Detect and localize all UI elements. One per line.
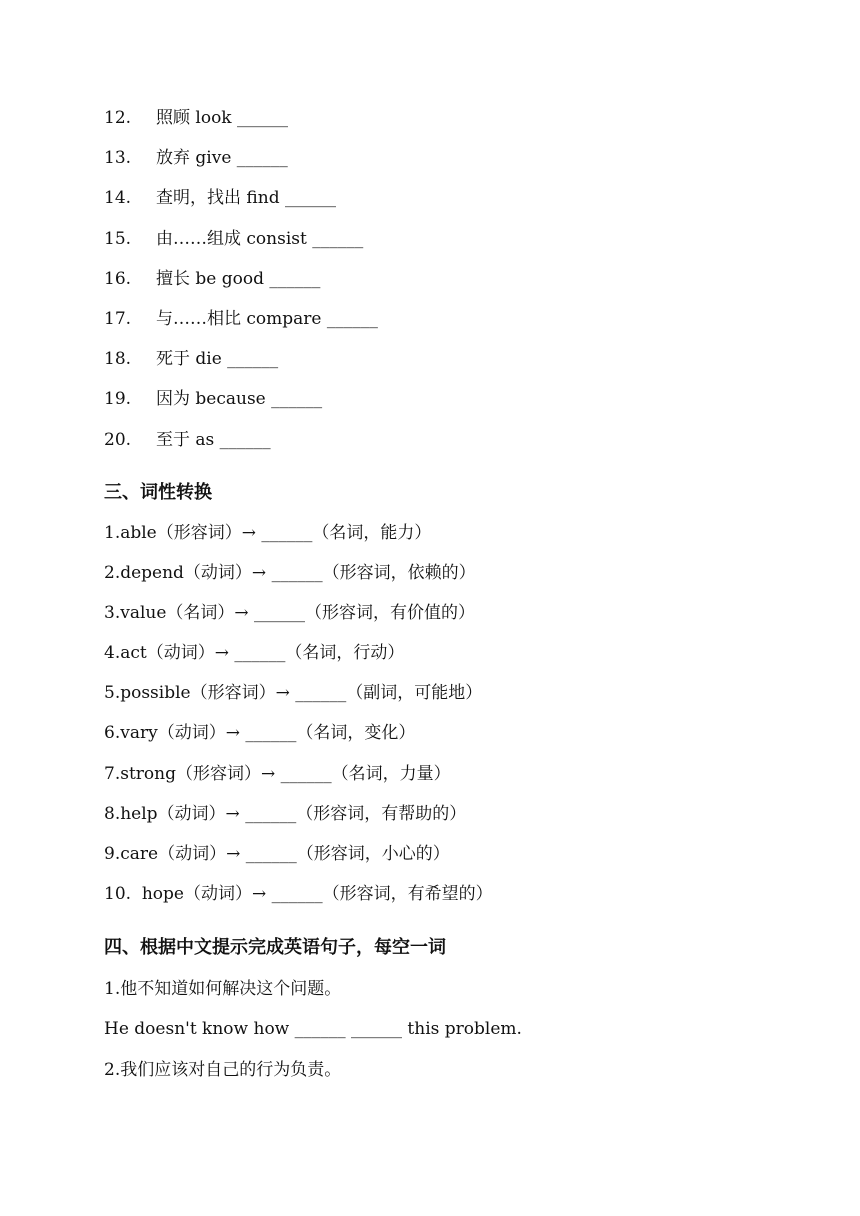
conversion-item: 1.able（形容词）→ ______（名词，能力）: [104, 523, 432, 543]
item-number: 18.: [104, 349, 132, 370]
phrase-item: [104, 265, 378, 305]
phrase-item: [104, 385, 378, 425]
item-number: 19.: [104, 389, 132, 410]
item-number: 15.: [104, 228, 132, 249]
conversion-item: 7.strong（形容词）→ ______（名词，力量）: [104, 763, 451, 784]
item-number: 13.: [104, 148, 132, 169]
phrase-text: 与……相比 compare ______: [156, 308, 378, 329]
conversion-list: [104, 519, 493, 920]
phrase-item: [104, 144, 378, 184]
item-number: 16.: [104, 268, 132, 289]
conversion-item: 5.possible（形容词）→ ______（副词，可能地）: [104, 683, 483, 704]
phrase-text: 查明，找出 find ______: [156, 188, 336, 209]
conversion-item: 8.help（动词）→ ______（形容词，有帮助的）: [104, 803, 467, 824]
sentence-block: [104, 975, 522, 1096]
phrase-list: [104, 104, 378, 466]
conversion-item: 2.depend（动词）→ ______（形容词，依赖的）: [104, 563, 476, 584]
phrase-item: [104, 225, 378, 265]
phrase-item: [104, 305, 378, 345]
conversion-item: 3.value（名词）→ ______（形容词，有价值的）: [104, 603, 476, 624]
phrase-text: 由……组成 consist ______: [156, 228, 364, 249]
phrase-item: [104, 426, 378, 466]
phrase-item: [104, 345, 378, 385]
phrase-text: 照顾 look ______: [156, 108, 289, 128]
section-title-conversion: 三、词性转换: [104, 482, 212, 503]
item-number: 12.: [104, 108, 132, 128]
sentence-answer-line: He doesn't know how ______ ______ this problem.: [104, 1019, 522, 1040]
conversion-item: 4.act（动词）→ ______（名词，行动）: [104, 643, 405, 664]
sentence-prompt: 2.我们应该对自己的行为负责。: [104, 1059, 342, 1080]
phrase-item: [104, 104, 378, 144]
conversion-item: 6.vary（动词）→ ______（名词，变化）: [104, 723, 416, 744]
phrase-text: 擅长 be good ______: [156, 268, 321, 289]
phrase-text: 放弃 give ______: [156, 148, 288, 169]
phrase-text: 死于 die ______: [156, 349, 279, 370]
phrase-text: 因为 because ______: [156, 389, 323, 410]
conversion-item: 9.care（动词）→ ______（形容词，小心的）: [104, 843, 450, 864]
item-number: 17.: [104, 308, 132, 329]
conversion-item: 10. hope（动词）→ ______（形容词，有希望的）: [104, 883, 493, 904]
item-number: 20.: [104, 429, 132, 450]
phrase-text: 至于 as ______: [156, 429, 271, 450]
section-title-sentences: 四、根据中文提示完成英语句子，每空一词: [104, 937, 446, 958]
sentence-prompt: 1.他不知道如何解决这个问题。: [104, 979, 342, 999]
item-number: 14.: [104, 188, 132, 209]
phrase-item: [104, 184, 378, 224]
